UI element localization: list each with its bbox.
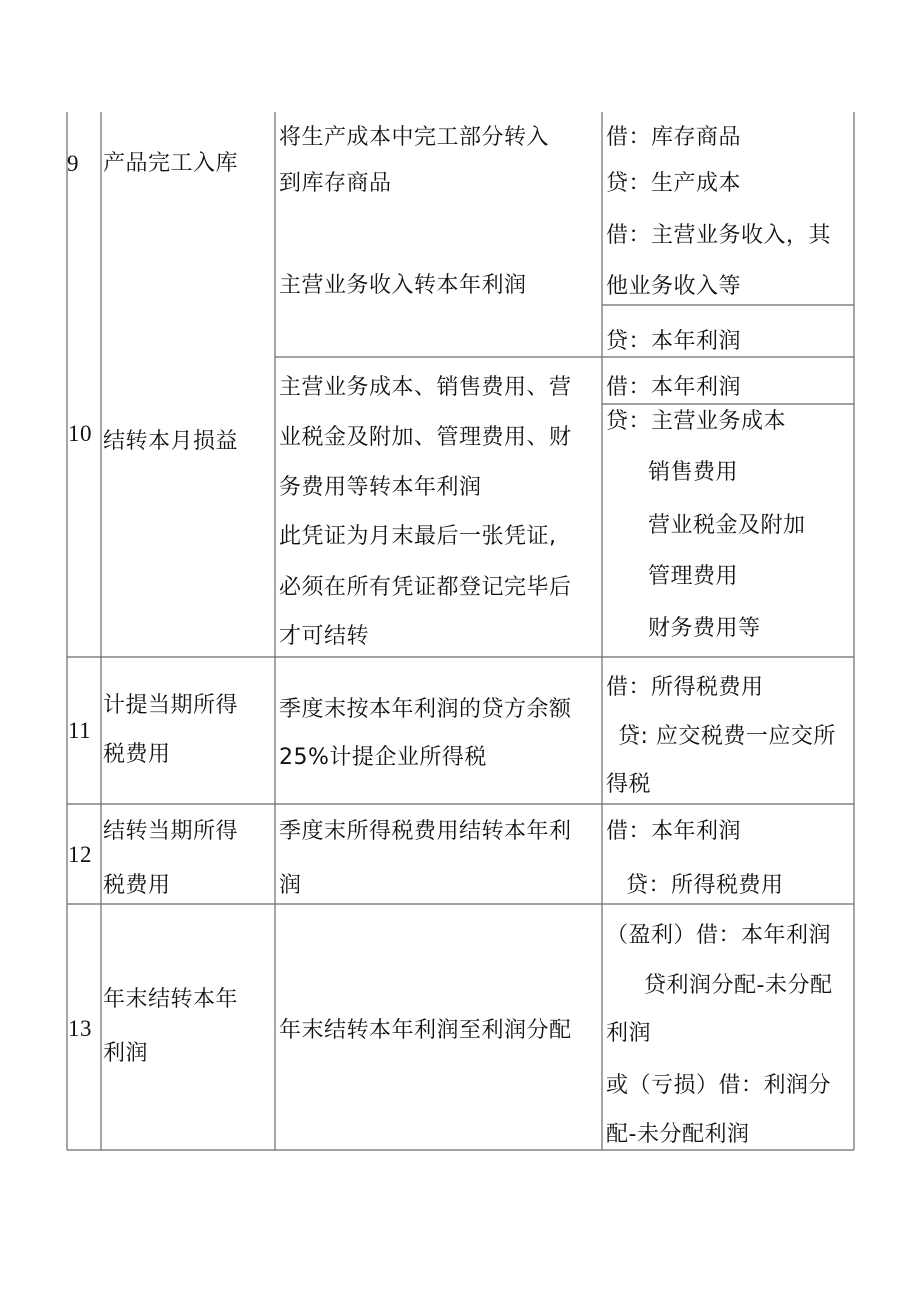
entry-line: 借：主营业务收入，其 xyxy=(606,223,832,248)
row-number: 13 xyxy=(68,1016,92,1041)
desc-line: 主营业务成本、销售费用、营 xyxy=(279,375,572,400)
item-label: 利润 xyxy=(103,1041,149,1066)
entry-line: 他业务收入等 xyxy=(606,274,742,299)
desc-line: 主营业务收入转本年利润 xyxy=(279,273,527,298)
item-label: 税费用 xyxy=(103,873,171,898)
entry-line: 贷：所得税费用 xyxy=(626,873,784,898)
row-number: 10 xyxy=(68,421,92,446)
entry-line: （盈利）借：本年利润 xyxy=(606,923,832,948)
item-label: 年末结转本年 xyxy=(103,987,239,1012)
desc-line: 必须在所有凭证都登记完毕后 xyxy=(279,575,572,600)
entry-line: 贷: 应交税费一应交所 xyxy=(618,724,836,749)
desc-line: 业税金及附加、管理费用、财 xyxy=(279,425,572,450)
entry-line: 贷：主营业务成本 xyxy=(606,409,787,434)
entry-line: 财务费用等 xyxy=(648,616,761,641)
row-number: 12 xyxy=(68,842,92,867)
entry-line: 利润 xyxy=(606,1021,652,1046)
item-label: 结转当期所得 xyxy=(103,819,239,844)
desc-line: 务费用等转本年利润 xyxy=(279,475,482,500)
desc-line: 才可结转 xyxy=(279,624,370,649)
entry-line: 营业税金及附加 xyxy=(648,513,806,538)
entry-line: 借：库存商品 xyxy=(606,125,742,150)
entry-line: 得税 xyxy=(606,772,652,797)
desc-line: 年末结转本年利润至利润分配 xyxy=(279,1018,572,1043)
desc-line: 季度末所得税费用结转本年利 xyxy=(279,819,572,844)
row-number: 11 xyxy=(68,718,92,743)
entry-line: 借：本年利润 xyxy=(606,819,742,844)
desc-line: 季度末按本年利润的贷方余额 xyxy=(279,697,572,722)
desc-line: 润 xyxy=(279,873,302,898)
desc-line: 此凭证为月末最后一张凭证, xyxy=(279,524,557,549)
entry-line: 借：本年利润 xyxy=(606,375,742,400)
entry-line: 或（亏损）借：利润分 xyxy=(606,1073,832,1098)
desc-line: 到库存商品 xyxy=(279,171,392,196)
desc-line: 将生产成本中完工部分转入 xyxy=(279,125,550,150)
entry-line: 借：所得税费用 xyxy=(606,675,764,700)
entry-line: 销售费用 xyxy=(648,460,739,485)
item-label: 计提当期所得 xyxy=(103,693,239,718)
item-label: 结转本月损益 xyxy=(103,429,239,454)
entry-line: 贷：生产成本 xyxy=(606,171,742,196)
item-label: 产品完工入库 xyxy=(103,151,239,176)
entry-line: 贷：本年利润 xyxy=(606,329,742,354)
entry-line: 配-未分配利润 xyxy=(606,1122,750,1147)
desc-line: 25%计提企业所得税 xyxy=(279,745,487,770)
row-number: 9 xyxy=(67,151,79,176)
entry-line: 管理费用 xyxy=(648,564,739,589)
item-label: 税费用 xyxy=(103,742,171,767)
entry-line: 贷利润分配-未分配 xyxy=(644,973,833,998)
